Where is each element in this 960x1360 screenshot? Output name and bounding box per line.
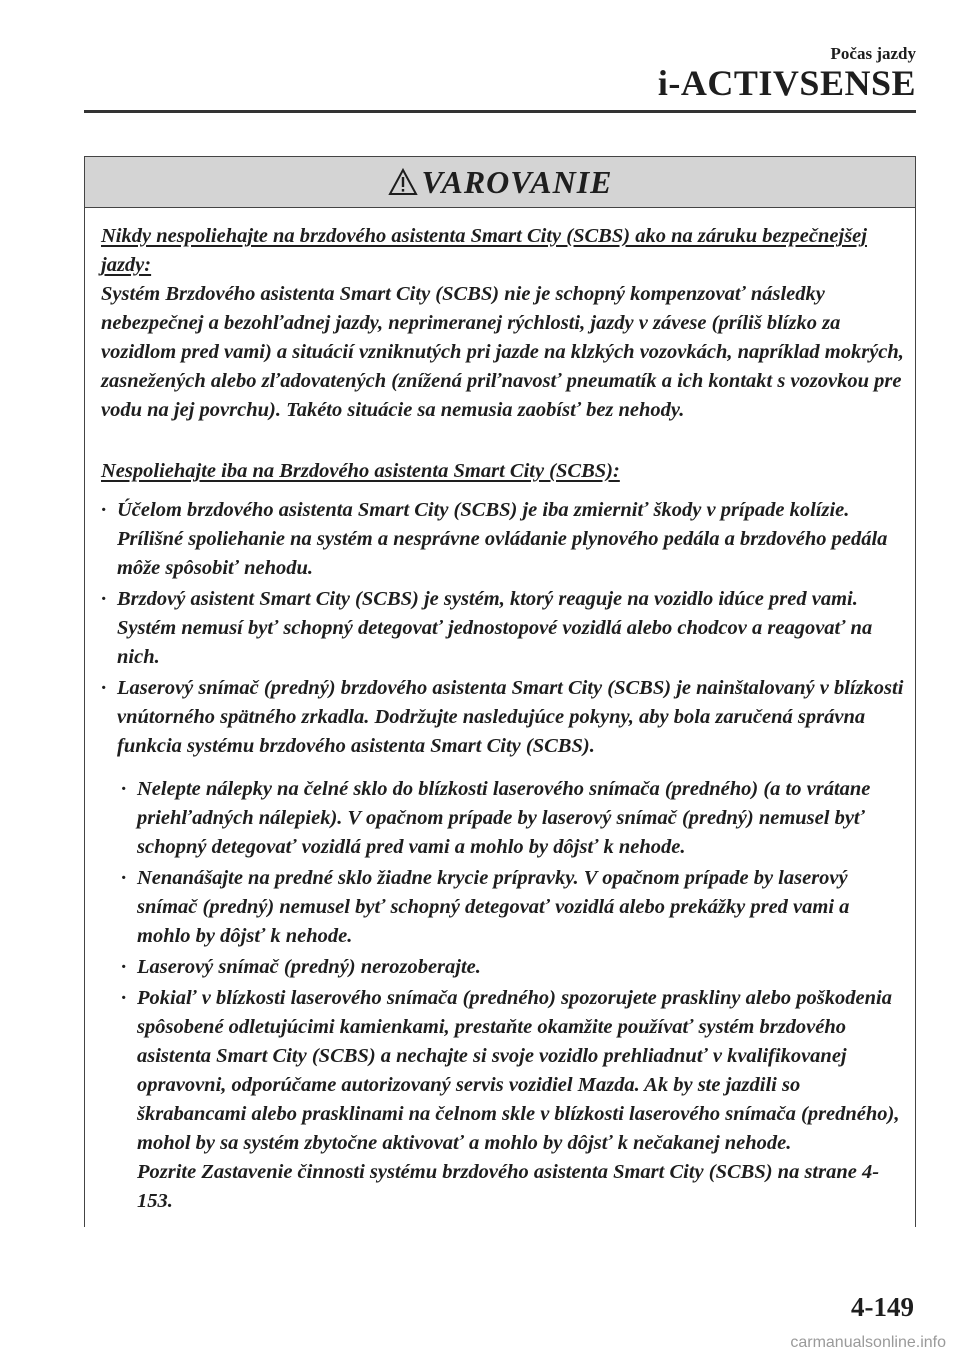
bullet-dot: · [101, 499, 107, 521]
warning-heading-2: Nespoliehajte iba na Brzdového asistenta Smart City (SCBS): [101, 460, 620, 482]
sub-bullet-list [121, 775, 905, 1216]
list-item [101, 496, 905, 583]
sub-list-item-text: Nelepte nálepky na čelné sklo do blízkosti laserového snímača (predného) (a to vrátane priehľadných nálepiek). V opačnom prípade by laserový snímač (predný) nemusel byť schopný detegovať vozidlá pred vami a mohlo by dôjsť k nehode. [137, 778, 871, 858]
bullet-dot: · [121, 987, 127, 1009]
sub-list-item [121, 775, 905, 862]
header-rule [84, 110, 916, 113]
bullet-list [101, 496, 905, 761]
sub-list-item [121, 953, 905, 982]
warning-header [85, 157, 915, 208]
spacer [101, 425, 905, 457]
bullet-dot: · [121, 778, 127, 800]
warning-body [85, 208, 915, 1216]
header-section-label: Počas jazdy [830, 44, 916, 63]
warning-paragraph-1: Systém Brzdového asistenta Smart City (SCBS) nie je schopný kompenzovať následky nebezpečnej a bezohľadnej jazdy, neprimeranej rýchlosti, jazdy v závese (príliš blízko za vozidlom pred vami) a situácií vzniknutých pri jazde na klzkých vozovkách, napríklad mokrých, zasnežených alebo zľadovatených (znížená priľnavosť pneumatík a ich kontakt s vozovkou pre vodu na jej povrchu). Takéto situácie sa nemusia zaobísť bez nehody. [101, 283, 904, 421]
warning-label: VAROVANIE [421, 163, 613, 200]
list-item-text: Brzdový asistent Smart City (SCBS) je systém, ktorý reaguje na vozidlo idúce pred vami. Systém nemusí byť schopný detegovať jednostopové vozidlá alebo chodcov a reagovať na nich. [117, 588, 873, 668]
list-item [101, 674, 905, 761]
list-item [101, 585, 905, 672]
bullet-dot: · [121, 956, 127, 978]
warning-heading-1: Nikdy nespoliehajte na brzdového asistenta Smart City (SCBS) ako na záruku bezpečnejšej jazdy: [101, 225, 867, 276]
sub-list-item [121, 864, 905, 951]
watermark: carmanualsonline.info [790, 1334, 946, 1351]
sub-list-item-text: Nenanášajte na predné sklo žiadne krycie prípravky. V opačnom prípade by laserový snímač (predný) nemusel byť schopný detegovať vozidlá alebo prekážky pred vami a mohlo by dôjsť k nehode. [137, 867, 850, 947]
list-item-text: Laserový snímač (predný) brzdového asistenta Smart City (SCBS) je nainštalovaný v blízkosti vnútorného spätného zrkadla. Dodržujte nasledujúce pokyny, aby bola zaručená správna funkcia systému brzdového asistenta Smart City (SCBS). [117, 677, 904, 757]
sub-list-item-text: Laserový snímač (predný) nerozoberajte. [137, 956, 481, 978]
bullet-dot: · [101, 588, 107, 610]
warning-box [84, 156, 916, 1227]
sub-list-item-text: Pokiaľ v blízkosti laserového snímača (predného) spozorujete praskliny alebo poškodenia spôsobené odletujúcimi kamienkami, prestaňte okamžite používať systém brzdového asistenta Smart City (SCBS) a nechajte si svoje vozidlo prehliadnuť v kvalifikovanej opravovni, odporúčame autorizovaný servis vozidiel Mazda. Ak by ste jazdili so škrabancami alebo prasklinami na čelnom skle v blízkosti laserového snímača (predného), mohol by sa systém zbytočne aktivovať a mohlo by dôjsť k nečakanej nehode. [137, 987, 900, 1154]
warning-triangle-icon [388, 168, 418, 196]
page-number: 4-149 [851, 1292, 914, 1322]
list-item-text: Účelom brzdového asistenta Smart City (SCBS) je iba zmierniť škody v prípade kolízie. Prílišné spoliehanie na systém a nesprávne ovládanie plynového pedála a brzdového pedála môže spôsobiť nehodu. [117, 499, 888, 579]
page-reference: Pozrite Zastavenie činnosti systému brzdového asistenta Smart City (SCBS) na strane 4-153. [137, 1161, 880, 1212]
bullet-dot: · [121, 867, 127, 889]
header-title: i-ACTIVSENSE [657, 63, 916, 103]
bullet-dot: · [101, 677, 107, 699]
sub-list-item [121, 984, 905, 1216]
